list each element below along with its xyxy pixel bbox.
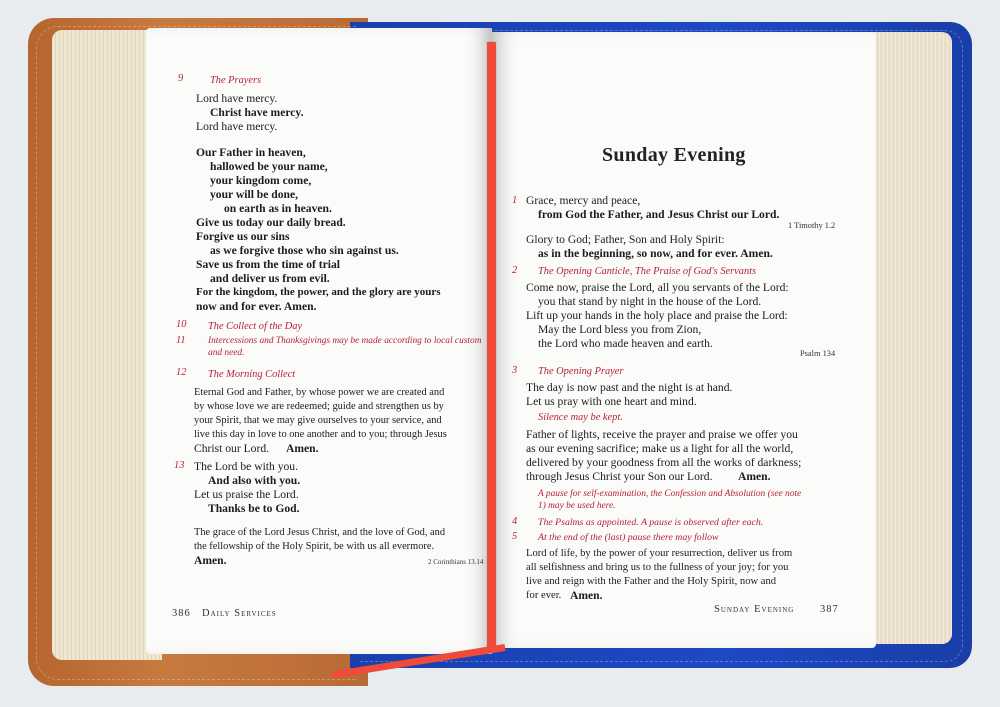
- section-number: 5: [512, 531, 518, 542]
- section-number: 2: [512, 265, 518, 276]
- final-prayer-line: live and reign with the Father and the Holy Spirit, now and: [526, 576, 777, 587]
- prayer-line: Father of lights, receive the prayer and praise we offer you: [526, 428, 798, 441]
- lords-prayer-line: now and for ever. Amen.: [196, 300, 317, 313]
- final-prayer-line: Lord of life, by the power of your resurrection, deliver us from: [526, 548, 793, 559]
- right-page: [492, 32, 876, 648]
- scripture-reference: 1 Timothy 1.2: [788, 221, 836, 230]
- amen-response: Amen.: [738, 470, 771, 483]
- section-heading-cont: and need.: [208, 348, 245, 358]
- rubric: A pause for self-examination, the Confession and Absolution (see note: [538, 489, 802, 499]
- section-number: 4: [512, 516, 518, 527]
- running-head: Sunday Evening: [714, 604, 795, 615]
- page-title: Sunday Evening: [602, 144, 746, 166]
- left-page: [146, 28, 492, 654]
- page-number: 386: [172, 608, 191, 619]
- section-number: 12: [176, 367, 187, 378]
- grace-line: the fellowship of the Holy Spirit, be with us all evermore.: [194, 541, 435, 552]
- grace-line: The grace of the Lord Jesus Christ, and the love of God, and: [194, 527, 446, 538]
- lords-prayer-line: Give us today our daily bread.: [196, 216, 346, 229]
- section-number: 10: [176, 319, 187, 330]
- section-heading: At the end of the (last) pause there may follow: [538, 532, 719, 543]
- opening-line: The day is now past and the night is at hand.: [526, 381, 733, 394]
- gloria-line: Glory to God; Father, Son and Holy Spirit:: [526, 233, 725, 246]
- collect-line: live this day in love to one another and to you; through Jesus: [194, 429, 447, 440]
- prayer-line: through Jesus Christ your Son our Lord.: [526, 470, 713, 483]
- amen-response: Amen.: [570, 589, 603, 602]
- lords-prayer-line: as we forgive those who sin against us.: [210, 244, 399, 257]
- scripture-reference: 2 Corinthians 13.14: [428, 558, 484, 566]
- final-prayer-line: all selfishness and bring us to the fullness of your joy; for you: [526, 562, 789, 573]
- rubric: Silence may be kept.: [538, 412, 623, 423]
- scripture-reference: Psalm 134: [800, 349, 836, 358]
- dialogue-response: Thanks be to God.: [208, 502, 300, 515]
- lords-prayer-line: Save us from the time of trial: [196, 258, 341, 271]
- section-number: 3: [512, 365, 518, 376]
- greeting-line: Grace, mercy and peace,: [526, 194, 641, 207]
- section-number: 13: [174, 460, 185, 471]
- lords-prayer-line: your kingdom come,: [210, 174, 312, 187]
- dialogue-response: And also with you.: [208, 474, 301, 487]
- final-prayer-line: for ever.: [526, 590, 562, 601]
- kyrie-response: Christ have mercy.: [210, 106, 304, 119]
- opening-line: Let us pray with one heart and mind.: [526, 395, 697, 408]
- gloria-response: as in the beginning, so now, and for ever. Amen.: [538, 247, 773, 260]
- section-heading: The Opening Prayer: [538, 366, 624, 377]
- lords-prayer-line: on earth as in heaven.: [224, 202, 332, 215]
- dialogue-line: The Lord be with you.: [194, 460, 298, 473]
- lords-prayer-line: For the kingdom, the power, and the glory are yours: [196, 286, 441, 298]
- prayer-line: delivered by your goodness from all the works of darkness;: [526, 456, 802, 469]
- canticle-line: Lift up your hands in the holy place and praise the Lord:: [526, 309, 788, 322]
- amen-response: Amen.: [194, 554, 227, 567]
- section-heading: Intercessions and Thanksgivings may be made according to local custom: [208, 336, 482, 346]
- section-number: 9: [178, 73, 184, 84]
- dialogue-line: Let us praise the Lord.: [194, 488, 299, 501]
- collect-line: by whose love we are redeemed; guide and strengthen us by: [194, 401, 444, 412]
- amen-response: Amen.: [286, 442, 319, 455]
- section-number: 11: [176, 335, 186, 346]
- section-heading: The Prayers: [210, 75, 262, 86]
- page-number: 387: [820, 604, 839, 615]
- canticle-line: you that stand by night in the house of the Lord.: [538, 295, 762, 308]
- lords-prayer-line: your will be done,: [210, 188, 299, 201]
- collect-line: Eternal God and Father, by whose power we are created and: [194, 387, 445, 398]
- canticle-line: Come now, praise the Lord, all you servants of the Lord:: [526, 281, 789, 294]
- prayer-line: as our evening sacrifice; make us a light for all the world,: [526, 442, 794, 455]
- greeting-response: from God the Father, and Jesus Christ our Lord.: [538, 208, 780, 221]
- lords-prayer-line: hallowed be your name,: [210, 160, 328, 173]
- canticle-line: the Lord who made heaven and earth.: [538, 337, 713, 350]
- lords-prayer-line: Forgive us our sins: [196, 230, 290, 243]
- ribbon-bookmark[interactable]: [487, 42, 496, 652]
- section-heading: The Opening Canticle, The Praise of God's Servants: [538, 266, 757, 277]
- section-heading: The Collect of the Day: [208, 321, 303, 332]
- canticle-line: May the Lord bless you from Zion,: [538, 323, 702, 336]
- section-heading: The Psalms as appointed. A pause is observed after each.: [538, 517, 764, 528]
- kyrie-line: Lord have mercy.: [196, 92, 278, 105]
- running-head: Daily Services: [202, 608, 277, 619]
- section-number: 1: [512, 195, 518, 206]
- lords-prayer-line: Our Father in heaven,: [196, 146, 306, 159]
- collect-line: Christ our Lord.: [194, 442, 270, 455]
- kyrie-line: Lord have mercy.: [196, 120, 278, 133]
- collect-line: your Spirit, that we may give ourselves to your service, and: [194, 415, 442, 426]
- lords-prayer-line: and deliver us from evil.: [210, 272, 330, 285]
- section-heading: The Morning Collect: [208, 369, 296, 380]
- rubric: 1) may be used here.: [538, 501, 616, 511]
